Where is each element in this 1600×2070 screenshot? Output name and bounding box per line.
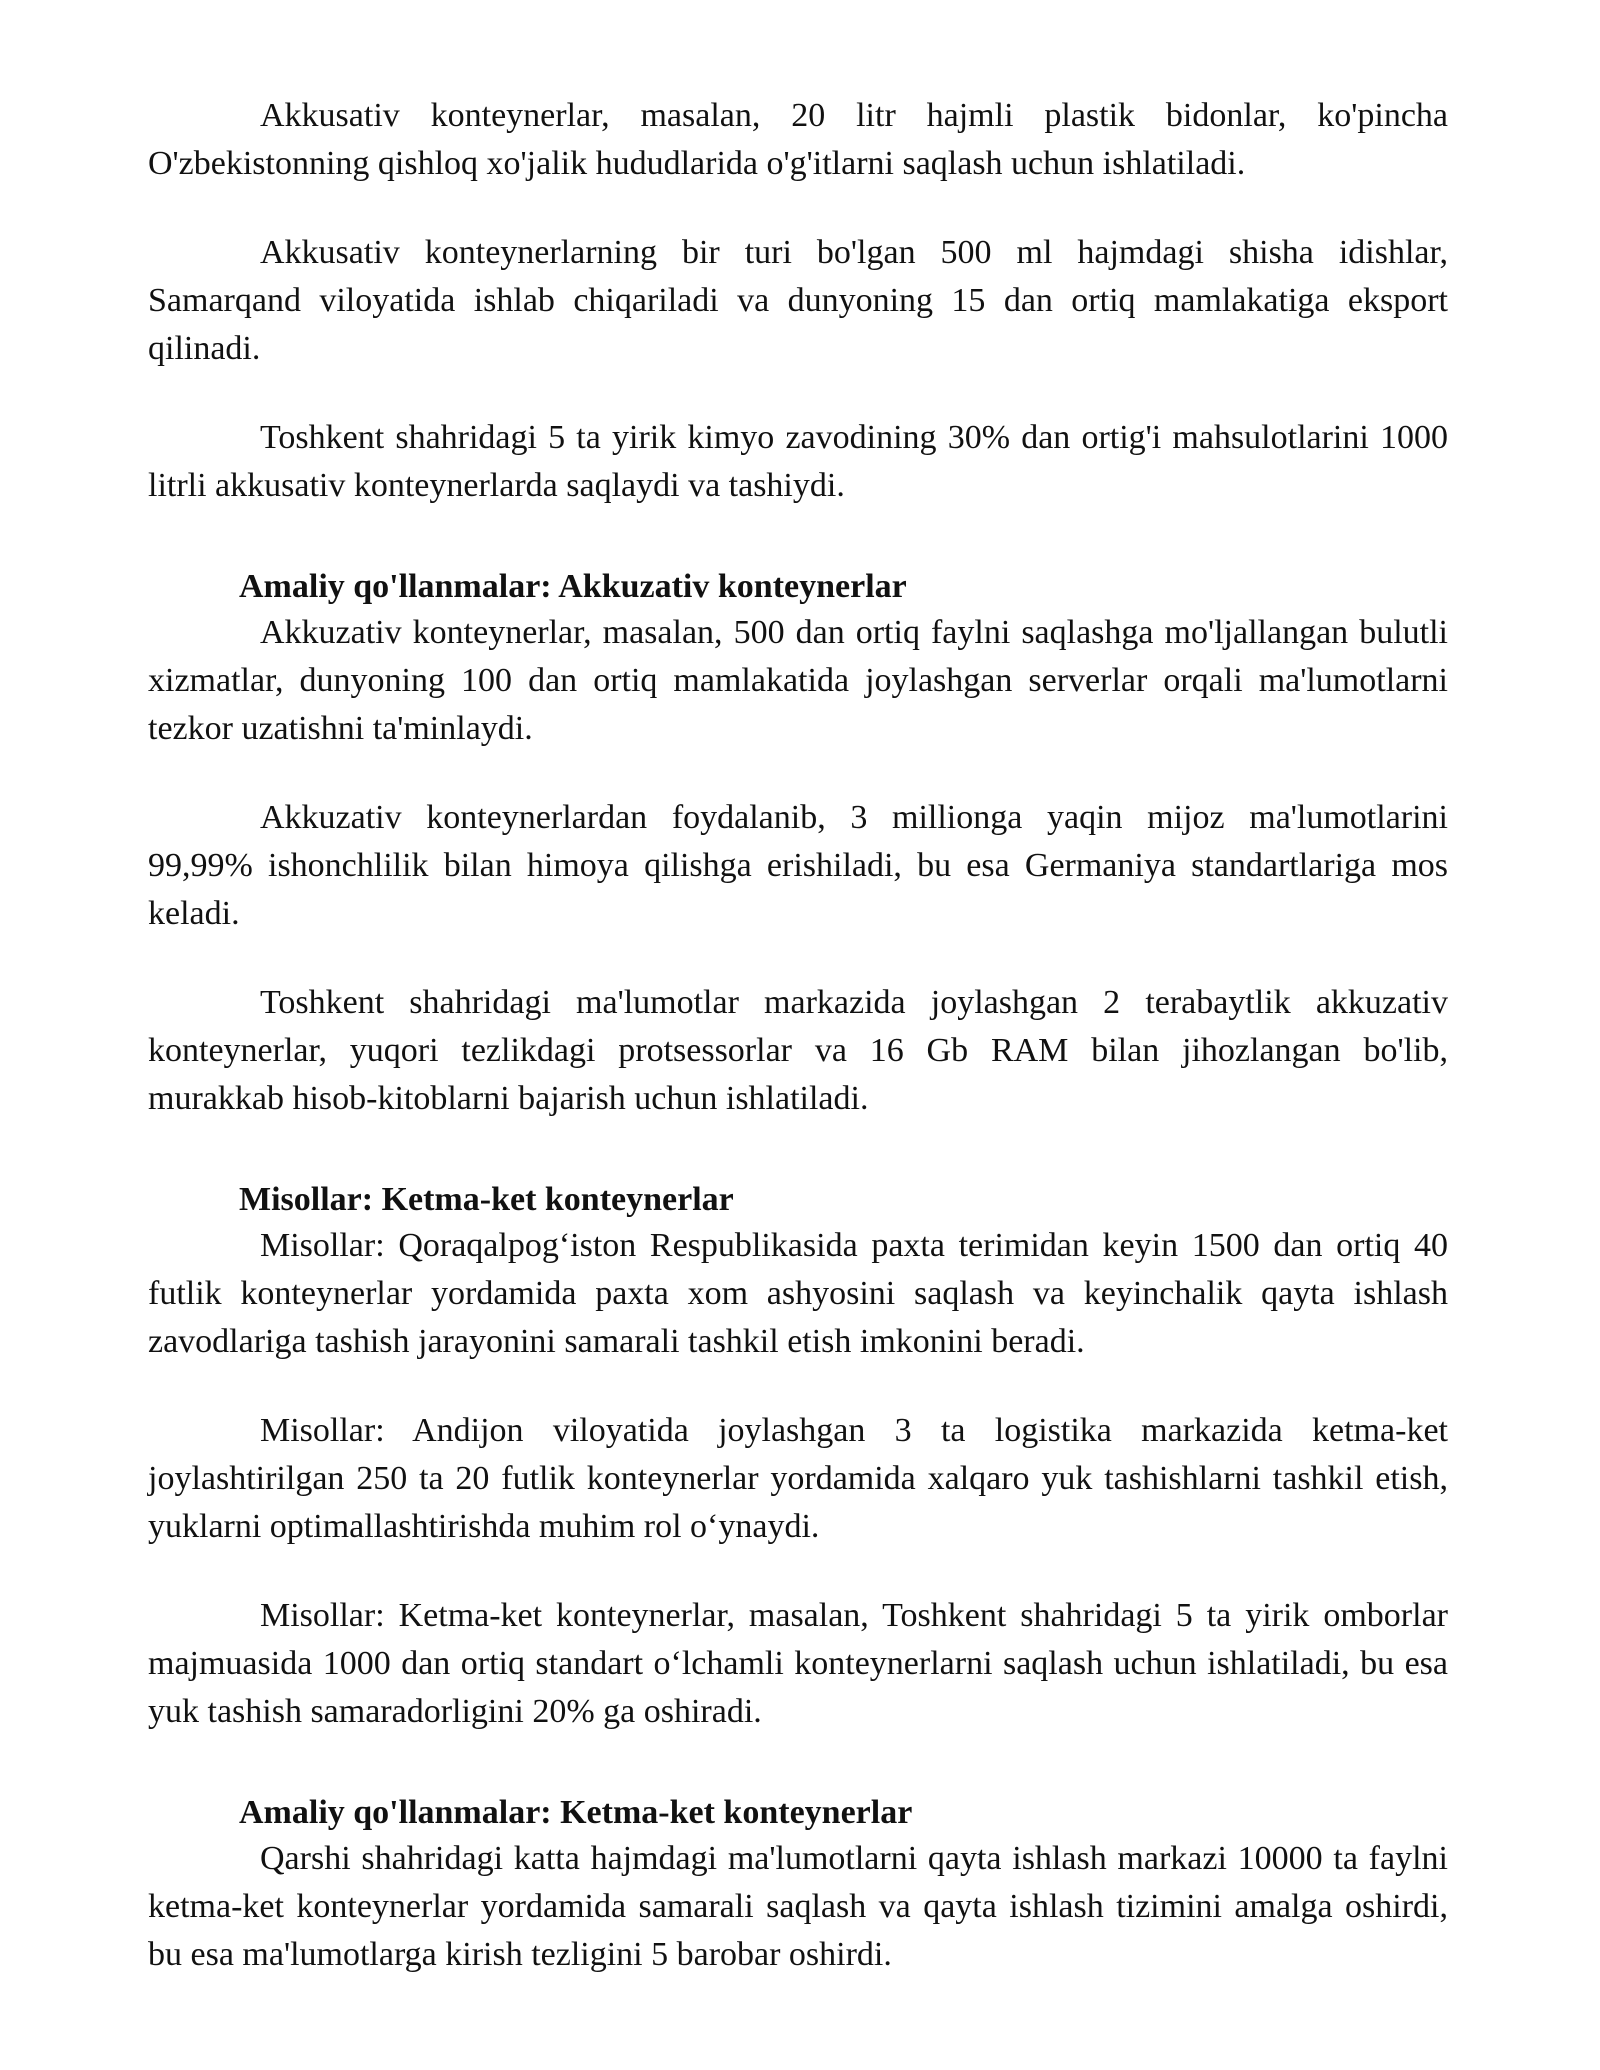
paragraph-8: Misollar: Andijon viloyatida joylashgan 3 ta logistika markazida ketma-ket joylashtirilgan 250 ta 20 futlik konteynerlar yordamida xalqaro yuk tashishlarni tashkil etish, yuklarni optimallashtirishda muhim rol o‘ynaydi. (148, 1412, 1448, 1545)
paragraph-6: Toshkent shahridagi ma'lumotlar markazida joylashgan 2 terabaytlik akkuzativ konteynerlar, yuqori tezlikdagi protsessorlar va 16 Gb RAM bilan jihozlangan bo'lib, murakkab hisob-kitoblarni bajarish uchun ishlatiladi. (148, 984, 1448, 1117)
paragraph-4: Akkuzativ konteynerlar, masalan, 500 dan ortiq faylni saqlashga mo'ljallangan bulutli xizmatlar, dunyoning 100 dan ortiq mamlakatida joylashgan serverlar orqali ma'lumotlarni tezkor uzatishni ta'minlaydi. (148, 614, 1448, 747)
section-spacer (148, 1777, 1448, 1791)
paragraph-10: Qarshi shahridagi katta hajmdagi ma'lumotlarni qayta ishlash markazi 10000 ta faylni ketma-ket konteynerlar yordamida samarali saqlash va qayta ishlash tizimini amalga oshirdi, bu esa ma'lumotlarga kirish tezligini 5 barobar oshirdi. (148, 1840, 1448, 1973)
paragraph-2: Akkusativ konteynerlarning bir turi bo'lgan 500 ml hajmdagi shisha idishlar, Samarqand viloyatida ishlab chiqariladi va dunyoning 15 dan ortiq mamlakatiga eksport qilinadi. (148, 234, 1448, 367)
section-spacer (148, 551, 1448, 565)
section-heading-accusative-applications: Amaliy qo'llanmalar: Akkuzativ konteynerlar (239, 568, 907, 605)
paragraph-9: Misollar: Ketma-ket konteynerlar, masalan, Toshkent shahridagi 5 ta yirik omborlar majmuasida 1000 dan ortiq standart o‘lchamli konteynerlarni saqlash uchun ishlatiladi, bu esa yuk tashish samaradorligini 20% ga oshiradi. (148, 1597, 1448, 1730)
paragraph-1: Akkusativ konteynerlar, masalan, 20 litr hajmli plastik bidonlar, ko'pincha O'zbekistonning qishloq xo'jalik hududlarida o'g'itlarni saqlash uchun ishlatiladi. (148, 97, 1448, 182)
document-page (148, 92, 1448, 2020)
paragraph-5: Akkuzativ konteynerlardan foydalanib, 3 millionga yaqin mijoz ma'lumotlarini 99,99% ishonchlilik bilan himoya qilishga erishiladi, bu esa Germaniya standartlariga mos keladi. (148, 799, 1448, 932)
paragraph-7: Misollar: Qoraqalpog‘iston Respublikasida paxta terimidan keyin 1500 dan ortiq 40 futlik konteynerlar yordamida paxta xom ashyosini saqlash va keyinchalik qayta ishlash zavodlariga tashish jarayonini samarali tashkil etish imkonini beradi. (148, 1227, 1448, 1360)
section-spacer (148, 1164, 1448, 1178)
section-heading-sequential-applications: Amaliy qo'llanmalar: Ketma-ket konteynerlar (239, 1794, 913, 1831)
section-heading-sequential-examples: Misollar: Ketma-ket konteynerlar (239, 1181, 734, 1218)
paragraph-3: Toshkent shahridagi 5 ta yirik kimyo zavodining 30% dan ortig'i mahsulotlarini 1000 litrli akkusativ konteynerlarda saqlaydi va tashiydi. (148, 419, 1448, 504)
